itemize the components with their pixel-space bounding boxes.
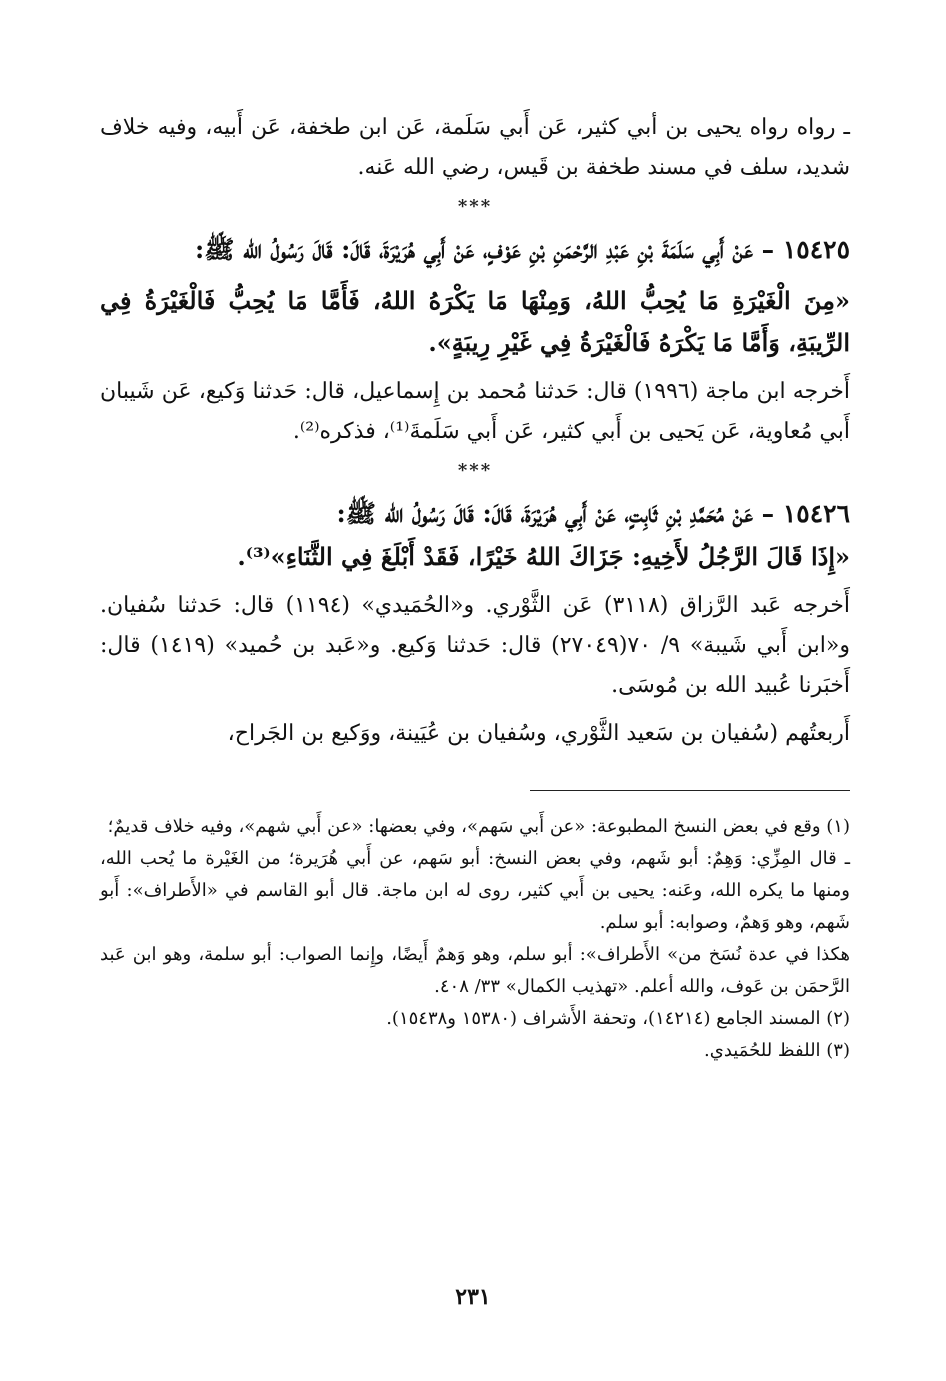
footnote-divider — [530, 790, 850, 791]
hadith-15426-isnad: ١٥٤٢٦ – عَنْ مُحَمَّدِ بْنِ ثَابِتٍ، عَنْ أَبِي هُرَيْرَةَ، قَالَ: قَالَ رَسُولُ الله ﷺ: — [336, 499, 850, 528]
footnote-3: (٣) اللفظ للحُمَيدي. — [704, 1040, 850, 1061]
commentary-paragraph: ـ رواه رواه يحيى بن أبي كثير، عَن أَبي سَلَمة، عَن ابن طخفة، عَن أَبيه، وفيه خلاف شديد، سلف في مسند طخفة بن قَيس، رضي الله عَنه. — [100, 115, 850, 180]
footnote-1-part-a: (١) وقع في بعض النسخ المطبوعة: «عن أَبي سَهم»، وفي بعضها: «عن أَبي شهم»، وفيه خلاف قديمٌ؛ — [107, 816, 850, 837]
section-separator: *** — [457, 196, 493, 217]
hadith-15425-takhrij: أَخرجه ابن ماجة (١٩٩٦) قال: حَدثنا مُحمد بن إِسماعيل، قال: حَدثنا وَكيع، عَن شَيبان أَبي مُعاوية، عَن يَحيى بن أَبي كثير، عَن أَبي سَلَمةَ⁽¹⁾، فذكره⁽²⁾. — [100, 379, 850, 444]
hadith-15426-narrators: أَربعتُهم (سُفيان بن سَعيد الثَّوْري، وسُفيان بن عُيَينة، ووَكيع بن الجَراح، — [227, 721, 850, 746]
page-number: ٢٣١ — [455, 1284, 491, 1310]
hadith-15425-isnad: ١٥٤٢٥ – عَنْ أَبِي سَلَمَةَ بْنِ عَبْدِ الرَّحْمَنِ بْنِ عَوْفٍ، عَنْ أَبِي هُرَيْرَةَ، قَالَ: قَالَ رَسُولُ الله ﷺ: — [195, 235, 850, 264]
footnote-1-part-c: هكذا في عدة نُسَخ من» الأَطراف»: أبو سلم، وهو وَهمٌ أَيضًا، وإِنما الصواب: أبو سلمة، وهو ابن عَبد الرَّحمَن بن عَوف، والله أعلم. «تهذيب الكمال» ٣٣/ ٤٠٨. — [100, 944, 850, 997]
hadith-15426-matn: «إِذَا قَالَ الرَّجُلُ لأَخِيهِ: جَزَاكَ اللهُ خَيْرًا، فَقَدْ أَبْلَغَ فِي الثَّنَاءِ»⁽³⁾. — [237, 542, 850, 571]
footnote-1-part-b: ـ قال المِزِّي: وَهِمٌ: أبو شَهم، وفي بعض النسخ: أبو سَهم، عن أَبي هُرَيرة؛ من الغَيْرة ما يُحب الله، ومنها ما يكره الله، وعَنه: يحيى بن أَبي كثير، روى له ابن ماجة. قال أبو القاسم في «الأَطراف»: أَبو شَهم، وهو وَهمٌ، وصوابه: أبو سلم. — [100, 848, 850, 933]
hadith-15426-takhrij: أَخرجه عَبد الرَّزاق (٣١١٨) عَن الثَّوْري. و«الحُمَيدي» (١١٩٤) قال: حَدثنا سُفيان. و«ابن أَبي شَيبة» ٩/ ٧٠(٢٧٠٤٩) قال: حَدثنا وَكيع. و«عَبد بن حُميد» (١٤١٩) قال: أَخبَرنا عُبيد الله بن مُوسَى. — [100, 593, 850, 698]
footnote-2: (٢) المسند الجامع (١٤٢١٤)، وتحفة الأَشراف (١٥٣٨٠ و١٥٤٣٨). — [386, 1008, 850, 1029]
hadith-15425-matn: «مِنَ الْغَيْرَةِ مَا يُحِبُّ اللهُ، وَمِنْهَا مَا يَكْرَهُ اللهُ، فَأَمَّا مَا يُحِبُّ فَالْغَيْرَةُ فِي الرِّيبَةِ، وَأَمَّا مَا يَكْرَهُ فَالْغَيْرَةُ فِي غَيْرِ رِيبَةٍ». — [100, 286, 850, 357]
section-separator: *** — [457, 460, 493, 481]
